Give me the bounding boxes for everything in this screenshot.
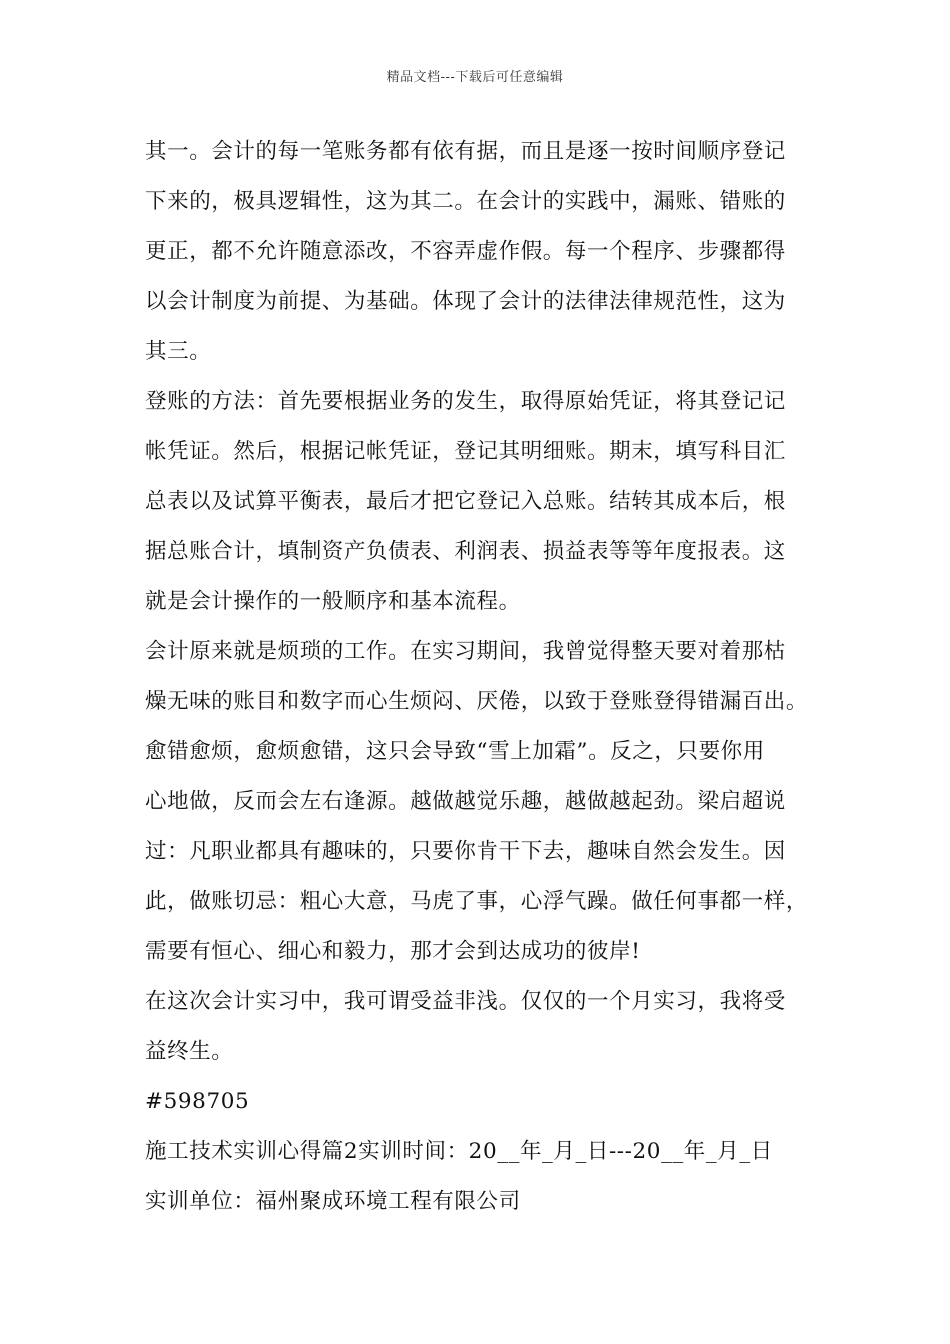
text-line: 更正，都不允许随意添改，不容弄虚作假。每一个程序、步骤都得 bbox=[145, 239, 786, 264]
text-line: 益终生。 bbox=[145, 1039, 234, 1064]
text-line: 据总账合计，填制资产负债表、利润表、损益表等等年度报表。这 bbox=[145, 539, 786, 564]
text-line: 其三。 bbox=[145, 339, 212, 364]
text-line: 愈错愈烦，愈烦愈错，这只会导致“雪上加霜”。反之，只要你用 bbox=[145, 739, 765, 764]
text-line: 其一。会计的每一笔账务都有依有据，而且是逐一按时间顺序登记 bbox=[145, 139, 786, 164]
document-id: #598705 bbox=[145, 1089, 250, 1114]
text-line: 下来的，极具逻辑性，这为其二。在会计的实践中，漏账、错账的 bbox=[145, 189, 786, 214]
text-line: 过：凡职业都具有趣味的，只要你肯干下去，趣味自然会发生。因 bbox=[145, 839, 786, 864]
text-line: 此，做账切忌：粗心大意，马虎了事，心浮气躁。做任何事都一样， bbox=[145, 889, 809, 914]
text-line: 总表以及试算平衡表，最后才把它登记入总账。结转其成本后，根 bbox=[145, 489, 786, 514]
text-line: 燥无味的账目和数字而心生烦闷、厌倦，以致于登账登得错漏百出。 bbox=[145, 689, 809, 714]
text-line: 在这次会计实习中，我可谓受益非浅。仅仅的一个月实习，我将受 bbox=[145, 989, 786, 1014]
text-line: 就是会计操作的一般顺序和基本流程。 bbox=[145, 589, 521, 614]
page-header: 精品文档---下载后可任意编辑 bbox=[386, 70, 564, 85]
text-line: 帐凭证。然后，根据记帐凭证，登记其明细账。期末，填写科目汇 bbox=[145, 439, 786, 464]
text-line: 需要有恒心、细心和毅力，那才会到达成功的彼岸! bbox=[145, 939, 641, 964]
text-line: 以会计制度为前提、为基础。体现了会计的法律法律规范性，这为 bbox=[145, 289, 786, 314]
text-line: 实训单位：福州聚成环境工程有限公司 bbox=[145, 1189, 521, 1214]
text-line: 会计原来就是烦琐的工作。在实习期间，我曾觉得整天要对着那枯 bbox=[145, 639, 786, 664]
section-title: 施工技术实训心得篇2实训时间：20__年_月_日---20__年_月_日 bbox=[145, 1139, 773, 1164]
document-body bbox=[145, 132, 835, 1232]
text-line: 心地做，反而会左右逢源。越做越觉乐趣，越做越起劲。梁启超说 bbox=[145, 789, 786, 814]
text-line: 登账的方法：首先要根据业务的发生，取得原始凭证，将其登记记 bbox=[145, 389, 786, 414]
